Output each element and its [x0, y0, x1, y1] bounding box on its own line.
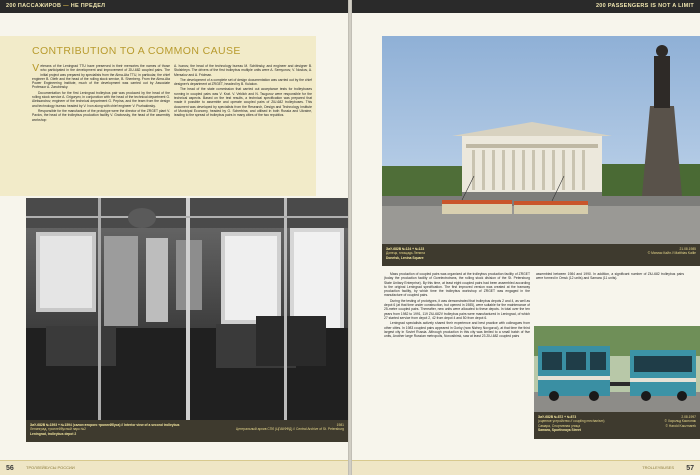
header-right-part: НЕ ПРЕДЕЛ: [70, 3, 106, 9]
header-left-part: 200 ПАССАЖИРОВ: [6, 3, 62, 9]
paragraph: A. Ivanov, the head of the technology bureau M. Schitinsky, and engineer and designer B. Stolshteyn. The drivers of the first trolleybus multiple units were A. Semyonov, V. Noskov, A. Mersalov and A. Fridman.: [174, 64, 312, 77]
paragraph: During the testing of prototypes, it was demonstrated that trolleybus depots 2 and 4, as well as depot 6 (at that time under construction, but opened in 1985), were suitable for the maintenance of 25-metre coupled pairs. Thereafter, new units were allocated to these depots. In total over the ten years from 1982 to 1991, 119 ZiU-682V trolleybus pairs were manufactured in Leningrad, of which 27 started service from depot 2, 42 from depot 4 and 50 from depot 6.: [384, 298, 530, 320]
paragraph: Responsible for the manufacture of the prototype were the director of the ZRGET plant V. Pavlov, the head of the trolleybus production facility V. Grabovsky, the head of the assembly workshop: [32, 108, 170, 122]
lenin-square-image: [382, 36, 700, 244]
caption-line: Донецк, площадь Ленина: [386, 251, 425, 256]
caption-line: ЗиУ-682В №872 + №873: [538, 415, 577, 419]
left-column-2: [174, 64, 312, 192]
caption-right: [664, 415, 696, 428]
paragraph: The development of a complete set of design documentation was carried out by the chief designer's department at ZRGET, headed by B. Kulakov.: [174, 77, 312, 87]
left-running-header: [0, 0, 348, 13]
caption-credit: © Харольд Каспоняк: [664, 419, 696, 424]
paragraph: Leningrad specialists actively shared their experience and best practice with colleagues from other cities. In 1983 coupled pairs appeared in Gorky (now Nizhny Novgorod), at that time the third largest city in Soviet Russia. Although production in this city was limited to a small batch of five units, Another large Russian metropolis, Novosibirsk, saw at least 23 ZiU-682 coupled pairs: [384, 321, 530, 339]
caption-line: Самара, Спортивная улица: [538, 423, 581, 428]
caption-left: [30, 423, 179, 436]
trolleybus-interior-image: [26, 198, 348, 420]
coupled-trolleybuses-image: [534, 326, 700, 412]
right-footer: [352, 460, 700, 475]
caption-line: Ленинград, троллейбусный парк №2: [30, 427, 86, 432]
left-page: [0, 0, 348, 475]
donetsk-photo-caption: [382, 244, 700, 266]
page-number: 56: [6, 465, 14, 472]
samara-photo: [534, 326, 700, 412]
caption-left: [386, 247, 425, 260]
caption-date: 21.08.1985: [679, 247, 696, 251]
caption-line: Leningrad, trolleybus depot 2: [30, 431, 77, 436]
caption-line: ЗиУ-682В №1593 + №1594 (салон второго троллейбуса) // Interior view of a second trolleybus: [30, 423, 180, 427]
caption-credit: © Матиас Кайл // Matthias Kaille: [647, 251, 696, 256]
caption-line: ЗиУ-682В №124 + №123: [386, 247, 425, 251]
paragraph: assembled between 1984 and 1990. In addition, a significant number of ZiU-682 trolleybus pairs were formed in Omsk (12 units) and Samara (11 units).: [536, 272, 684, 281]
left-column-1: [32, 64, 170, 192]
right-column-1: [384, 272, 530, 452]
paragraph: The head of the state commission that carried out acceptance tests for trolleybuses running in coupled pairs was V. Krat. V. Veklich and N. Tsugurov were responsible for the technical aspects. Based on the test results, a technical specification was prepared that made it possible to assemble and operate coupled pairs of ZiU-682 trolleybuses. This document was developed by specialists from the Research, Design and Technology Institute of Municipal Economy, headed by G. Scherbina, and utilised in both Russia and Ukraine, leading to the spread of trolleybus pairs in many cities of the two republics.: [174, 87, 312, 118]
caption-right: [236, 423, 344, 432]
right-column-2: [536, 272, 684, 302]
samara-photo-caption: [534, 412, 700, 439]
caption-credit: Центральный архив СПб (ЦГАКФФД) // Central Archive of St. Petersburg: [235, 427, 344, 432]
paragraph-text: eterans of the Leningrad TTU have preserved in their memories the names of those who participated in the development and improvement of ZiU-682 coupled pairs. The initial project was prepared by specialists from the Alma-Ata TTU, in particular, the chief engineer B. Olefir and the head of the rolling stock service, B. Shenberg. From the Alma-Ata Power Engineering Institute, much of the development was carried out by Associate Professor A. Zarubinsky.: [32, 64, 170, 90]
page-number: 57: [686, 465, 694, 472]
caption-line: (сцепное устройство // coupling mechanism): [538, 419, 605, 424]
footer-brand: ТРОЛЛЕЙБУСЫ РОССИИ: [26, 465, 75, 470]
caption-line: Samara, Sportivnaya Street: [538, 428, 581, 433]
caption-credit: © Harold Kaczmarek: [665, 423, 696, 428]
left-footer: [0, 460, 348, 475]
interior-photo-caption: [26, 420, 348, 442]
drop-cap: V: [32, 64, 40, 74]
paragraph: Mass production of coupled pairs was organized at the trolleybus production facility of ZRGET (today the production facility of Gorelectrotrans, the rolling stock division of the St. Petersburg State Unitary Enterprise). By this time, at least eight coupled pairs had been assembled according to the original Leningrad specification. The first improved version was created at the tramway production facility, by which time the trolleybus workshop of ZRGET was engaged in the manufacture of coupled pairs.: [384, 272, 530, 298]
caption-right: [648, 247, 696, 256]
caption-line: Donetsk, Lenina Square: [386, 255, 424, 260]
header-separator: —: [61, 3, 71, 9]
caption-left: [538, 415, 604, 433]
footer-brand: TROLLEYBUSES: [642, 465, 674, 470]
right-running-header: 200 PASSENGERS IS NOT A LIMIT: [352, 0, 700, 13]
interior-photo: [26, 198, 348, 420]
section-title: CONTRIBUTION TO A COMMON CAUSE: [32, 45, 241, 57]
donetsk-photo: [382, 36, 700, 244]
caption-date: 2.08.1997: [681, 415, 696, 419]
paragraph: Documentation for the first Leningrad trolleybus pair was produced by the head of the rolling stock service A. Grigoryev, in conjunction with the head of the technical department G. Aleksandrov, engineer of the technical department G. Pepina, and the team from the design and technology bureau headed by V. Ivon along with chief engineer V. Pozhakinsky.: [32, 90, 170, 108]
paragraph: [32, 64, 170, 90]
right-page: [352, 0, 700, 475]
caption-date: 1981: [336, 423, 344, 427]
